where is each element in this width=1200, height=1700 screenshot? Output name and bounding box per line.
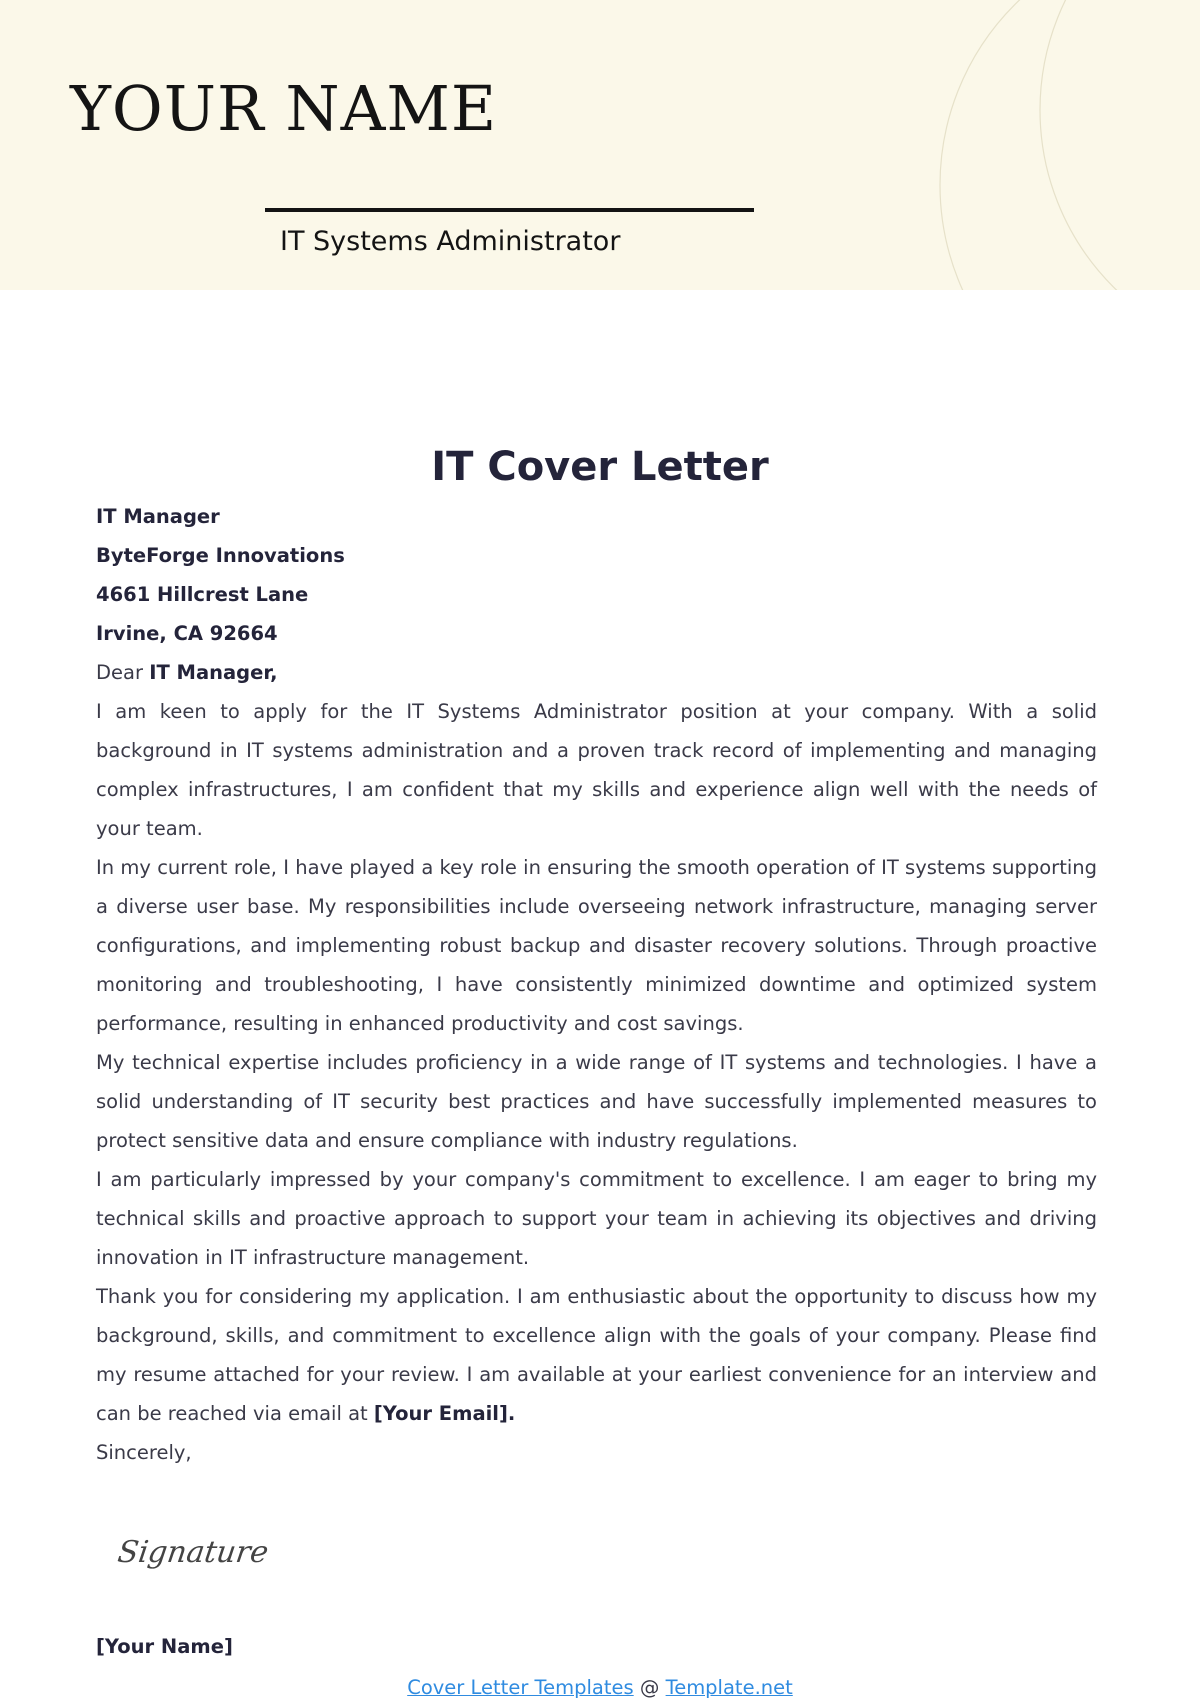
header-divider	[265, 208, 754, 212]
greeting-name: IT Manager,	[149, 661, 278, 684]
letter-body	[96, 497, 1097, 1472]
recipient-title: IT Manager	[96, 505, 220, 528]
header-banner	[0, 0, 1200, 290]
closing-text: Thank you for considering my application. I am enthusiastic about the opportunity to discuss how my background, skills, and commitment to excellence align with the goals of your company. Please find my resume attached for your review. I am available at your earliest convenience for an interview and can be reached via email at	[96, 1285, 1097, 1425]
email-placeholder: [Your Email].	[373, 1402, 516, 1425]
footer-credit	[0, 1676, 1200, 1699]
body-paragraph-3: My technical expertise includes proficiency in a wide range of IT systems and technologies. I have a solid understanding of IT security best practices and have successfully implemented measures to protect sensitive data and ensure compliance with industry regulations.	[96, 1051, 1097, 1152]
template-net-link[interactable]: Template.net	[665, 1676, 793, 1699]
closing-paragraph	[96, 1277, 1097, 1433]
applicant-role: IT Systems Administrator	[280, 226, 621, 257]
applicant-name: YOUR NAME	[70, 72, 498, 145]
sender-name: [Your Name]	[96, 1635, 233, 1658]
recipient-city: Irvine, CA 92664	[96, 622, 278, 645]
body-paragraph-4: I am particularly impressed by your company's commitment to excellence. I am eager to bring my technical skills and proactive approach to support your team in achieving its objectives and driving innovation in IT infrastructure management.	[96, 1168, 1097, 1269]
greeting	[96, 653, 1097, 692]
recipient-street: 4661 Hillcrest Lane	[96, 583, 309, 606]
cover-letter-templates-link[interactable]: Cover Letter Templates	[407, 1676, 634, 1699]
letter-title: IT Cover Letter	[431, 444, 769, 490]
recipient-company: ByteForge Innovations	[96, 544, 345, 567]
body-paragraph-2: In my current role, I have played a key role in ensuring the smooth operation of IT systems supporting a diverse user base. My responsibilities include overseeing network infrastructure, managing server configurations, and implementing robust backup and disaster recovery solutions. Through proactive monitoring and troubleshooting, I have consistently minimized downtime and optimized system performance, resulting in enhanced productivity and cost savings.	[96, 856, 1097, 1035]
body-paragraph-1: I am keen to apply for the IT Systems Administrator position at your company. With a solid background in IT systems administration and a proven track record of implementing and managing complex infrastructures, I am confident that my skills and experience align well with the needs of your team.	[96, 700, 1097, 840]
sign-off: Sincerely,	[96, 1441, 192, 1464]
greeting-prefix: Dear	[96, 661, 143, 684]
signature: Signature	[115, 1535, 271, 1570]
footer-separator: @	[639, 1676, 660, 1699]
